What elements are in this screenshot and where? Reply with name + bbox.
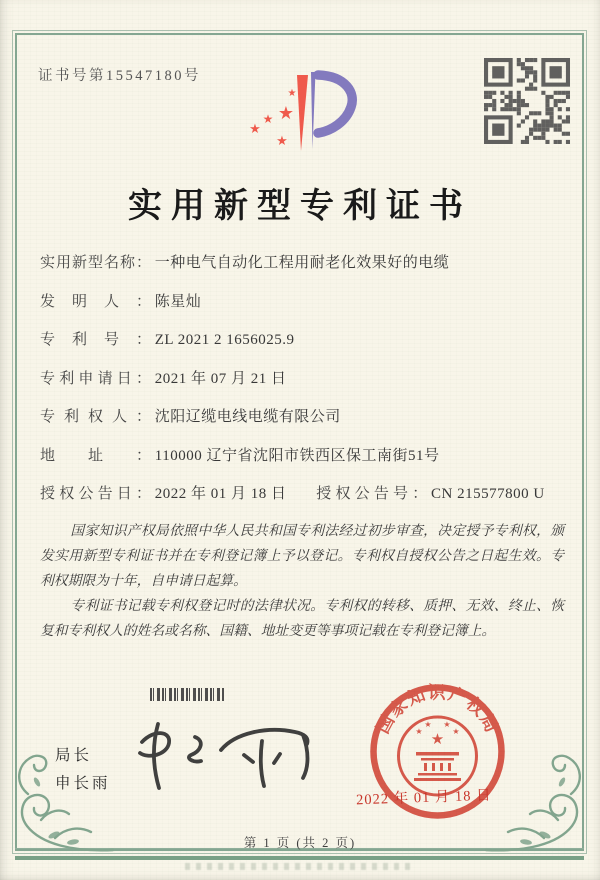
field-row-inventor [40, 291, 572, 314]
field-row-address [40, 445, 572, 468]
field-value: 一种电气自动化工程用耐老化效果好的电缆 [154, 255, 450, 271]
svg-text:国家知识产权局 [372, 682, 503, 736]
certificate-title: 实用新型专利证书 [128, 188, 472, 225]
national-emblem-icon [414, 720, 461, 781]
star-icon: ★ [287, 88, 297, 99]
field-value: 陈星灿 [154, 293, 202, 310]
legal-paragraph-1: 国家知识产权局依照中华人民共和国专利法经过初步审查，决定授予专利权，颁发实用新型专利证书并在专利登记簿上予以登记。专利权自授权公告之日起生效。专利权期限为十年，自申请日起算。 [40, 523, 564, 589]
page-footer: 第 1 页 (共 2 页) [243, 836, 357, 850]
field-value: 2021 年 07 月 21 日 [154, 370, 287, 387]
field-label: 地址： [40, 447, 151, 464]
certificate-fields [40, 252, 572, 522]
star-icon: ★ [276, 133, 288, 148]
field-value: CN 215577800 U [431, 486, 545, 502]
signer-name: 申长雨 [55, 775, 111, 792]
legal-paragraph-2: 专利证书记载专利权登记时的法律状况。专利权的转移、质押、无效、终止、恢复和专利权人的姓名或名称、国籍、地址变更等事项记载在专利登记簿上。 [40, 598, 564, 639]
field-value: ZL 2021 2 1656025.9 [154, 332, 295, 348]
handwritten-signature [125, 710, 330, 802]
grant-date-pair [40, 486, 290, 502]
qr-code [484, 58, 570, 144]
field-label: 授权公告号： [316, 486, 428, 502]
field-label: 发明人： [40, 293, 151, 310]
seal-date: 2022 年 01 月 18 日 [355, 787, 492, 809]
microprint [185, 863, 415, 870]
cnipa-ip-logo-icon [240, 60, 365, 172]
corner-flourish-icon [484, 750, 592, 858]
seal-text: 国家知识产权局 [372, 682, 503, 737]
svg-text:★: ★ [443, 720, 451, 729]
field-value: 110000 辽宁省沈阳市铁西区保工南街51号 [154, 447, 440, 464]
legal-text [40, 518, 564, 644]
svg-text:★: ★ [452, 727, 460, 736]
star-icon: ★ [249, 121, 261, 136]
field-row-patentee [40, 406, 572, 429]
field-value: 沈阳辽缆电线电缆有限公司 [154, 409, 341, 425]
field-label: 实用新型名称： [40, 255, 151, 271]
svg-text:★: ★ [424, 720, 432, 729]
barcode [150, 688, 224, 701]
corner-flourish-icon [7, 750, 115, 858]
signer-title: 局长 [55, 747, 93, 764]
certificate-number: 证书号第15547180号 [38, 68, 201, 84]
field-label: 专利申请日： [40, 370, 151, 387]
field-row-name [40, 252, 572, 275]
field-value: 2022 年 01 月 18 日 [154, 486, 287, 502]
field-label: 授权公告日： [40, 486, 151, 502]
grant-no-pair [316, 486, 544, 502]
star-icon: ★ [277, 103, 295, 123]
svg-text:★: ★ [430, 732, 445, 748]
field-label: 专利权人： [40, 409, 151, 425]
field-label: 专利号： [40, 332, 151, 348]
svg-text:★: ★ [415, 727, 423, 736]
field-row-filing-date [40, 368, 572, 391]
field-row-grant [40, 483, 572, 506]
star-icon: ★ [262, 112, 274, 126]
field-row-patent-no [40, 329, 572, 352]
